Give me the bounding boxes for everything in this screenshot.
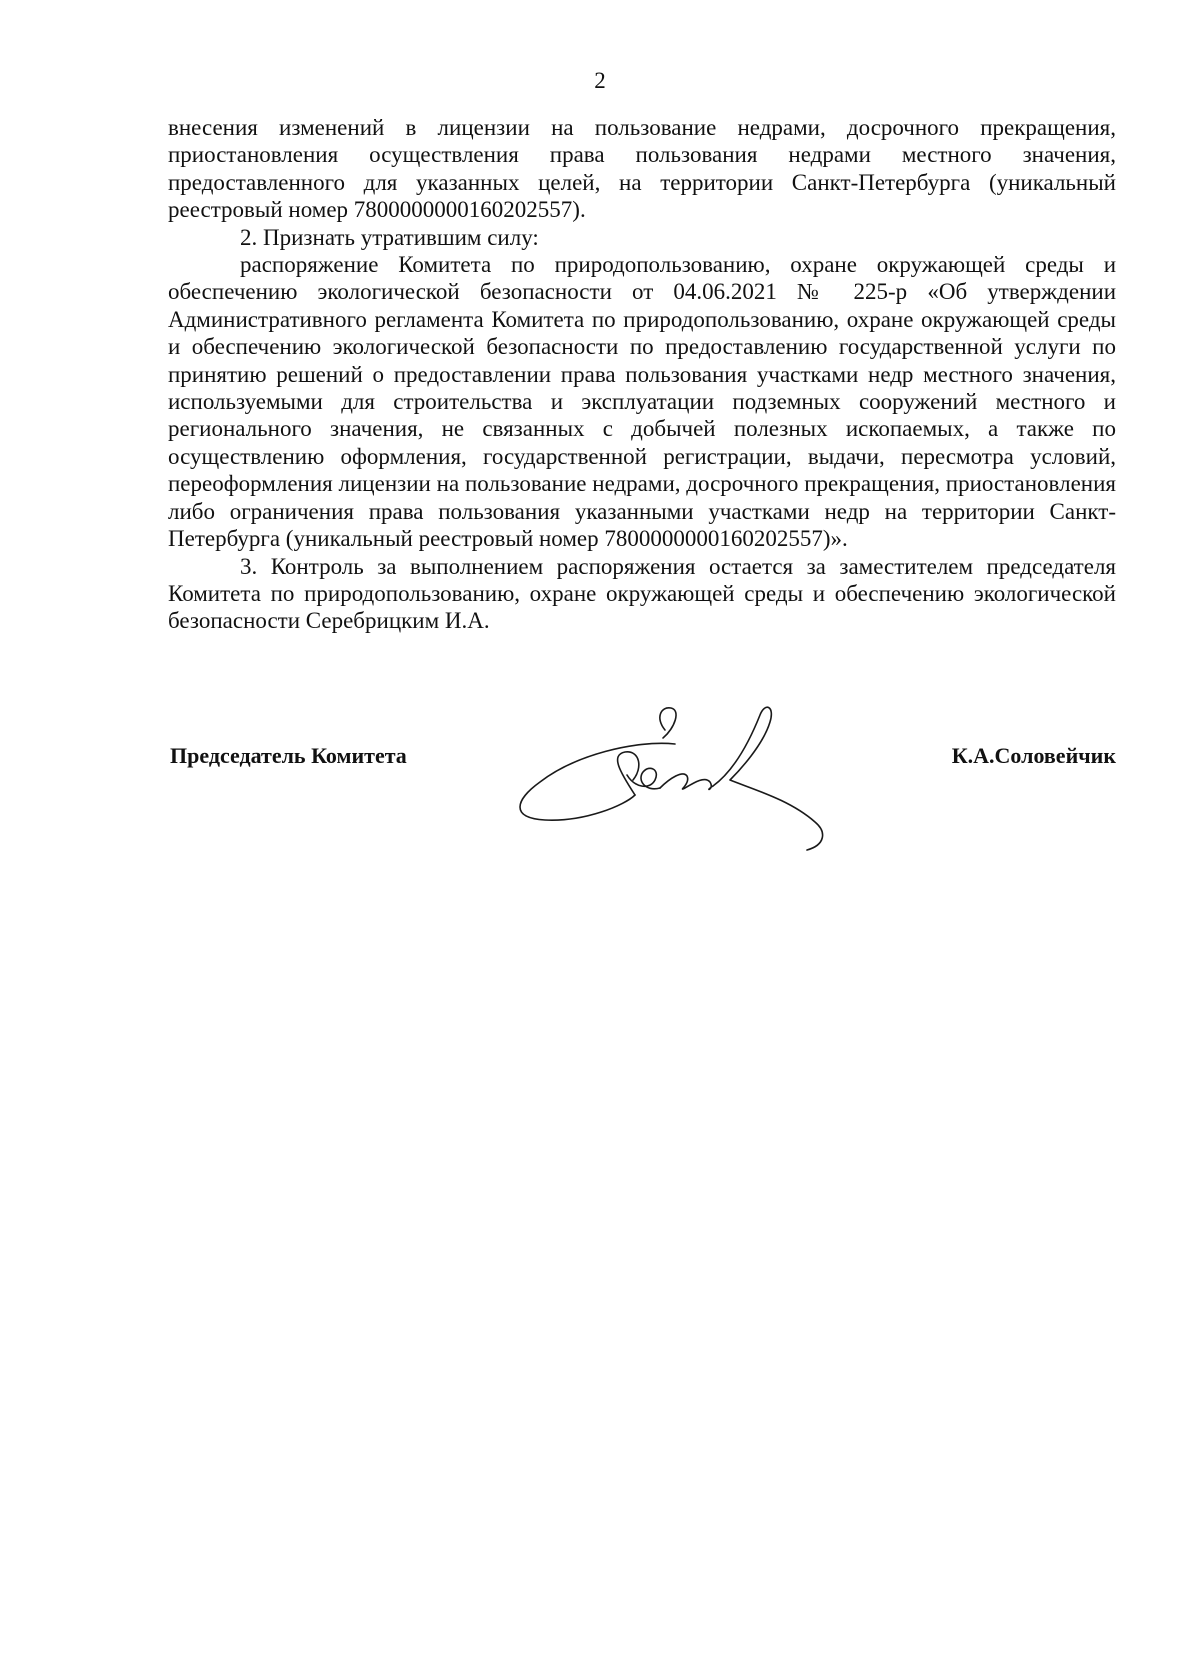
document-body — [168, 114, 1116, 635]
page-number: 2 — [594, 68, 606, 93]
paragraph-item-2: 2. Признать утратившим силу: — [240, 224, 539, 250]
handwritten-signature — [515, 700, 875, 860]
paragraph-item-3: 3. Контроль за выполнением распоряжения остается за заместителем председателя Комитета по природопользованию, охране окружающей среды и обеспечению экологической безопасности Серебрицким И.А. — [168, 553, 1116, 634]
signer-name: К.А.Соловейчик — [951, 743, 1116, 768]
paragraph-repealed-order: распоряжение Комитета по природопользованию, охране окружающей среды и обеспечению экологической безопасности от 04.06.2021 № 225-р «Об утверждении Административного регламента Комитета по природопользованию, охране окружающей среды и обеспечению экологической безопасности по предоставлению государственной услуги по принятию решений о предоставлении права пользования участками недр местного значения, используемыми для строительства и эксплуатации подземных сооружений местного и регионального значения, не связанных с добычей полезных ископаемых, а также по осуществлению оформления, государственной регистрации, выдачи, пересмотра условий, переоформления лицензии на пользование недрами, досрочного прекращения, приостановления либо ограничения права пользования указанными участками недр на территории Санкт-Петербурга (уникальный реестровый номер 7800000000160202557)». — [168, 252, 1116, 552]
signer-title: Председатель Комитета — [170, 743, 407, 768]
paragraph-continuation: внесения изменений в лицензии на пользование недрами, досрочного прекращения, приостановления осуществления права пользования недрами местного значения, предоставленного для указанных целей, на территории Санкт-Петербурга (уникальный реестровый номер 7800000000160202557). — [168, 115, 1116, 223]
